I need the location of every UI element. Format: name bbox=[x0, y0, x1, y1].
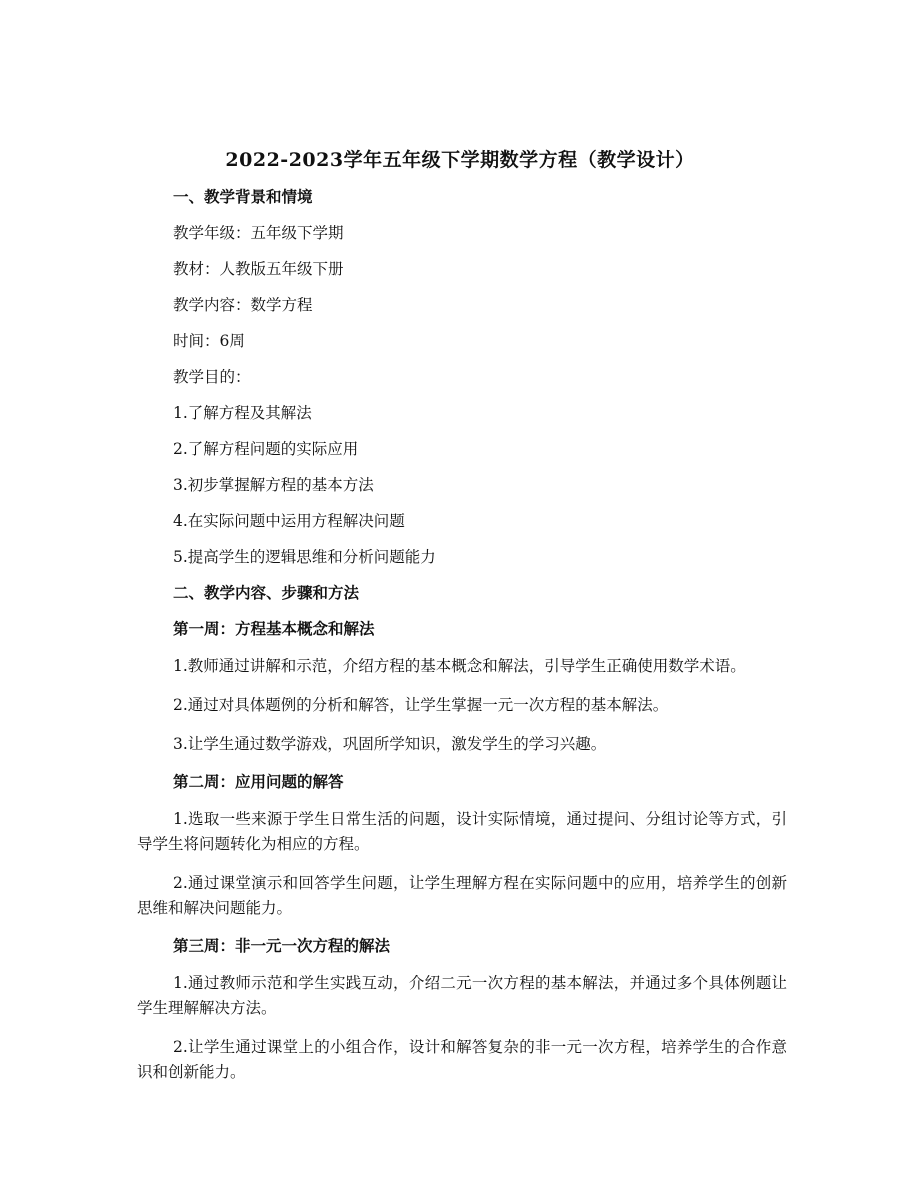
goals-label: 教学目的： bbox=[173, 368, 251, 386]
goal-item: 1.了解方程及其解法 bbox=[173, 404, 312, 422]
time-line: 时间：6周 bbox=[173, 332, 245, 350]
goal-item: 4.在实际问题中运用方程解决问题 bbox=[173, 512, 405, 530]
week2-heading: 第二周：应用问题的解答 bbox=[173, 772, 344, 791]
grade-line: 教学年级：五年级下学期 bbox=[173, 224, 344, 242]
week1-item: 1.教师通过讲解和示范，介绍方程的基本概念和解法，引导学生正确使用数学术语。 bbox=[173, 657, 746, 675]
section1-heading: 一、教学背景和情境 bbox=[173, 187, 313, 206]
section2-heading: 二、教学内容、步骤和方法 bbox=[173, 583, 360, 602]
content-line: 教学内容：数学方程 bbox=[173, 296, 313, 314]
week1-item: 3.让学生通过数学游戏，巩固所学知识，激发学生的学习兴趣。 bbox=[173, 735, 607, 753]
week1-item: 2.通过对具体题例的分析和解答，让学生掌握一元一次方程的基本解法。 bbox=[173, 696, 669, 714]
goal-item: 5.提高学生的逻辑思维和分析问题能力 bbox=[173, 548, 436, 566]
week3-heading: 第三周：非一元一次方程的解法 bbox=[173, 936, 391, 955]
goal-item: 2.了解方程问题的实际应用 bbox=[173, 440, 359, 458]
page-title: 2022-2023学年五年级下学期数学方程（教学设计） bbox=[225, 149, 695, 171]
week3-item: 2.让学生通过课堂上的小组合作，设计和解答复杂的非一元一次方程，培养学生的合作意识和创新能力。 bbox=[137, 1038, 787, 1081]
document-body bbox=[137, 186, 787, 1085]
week3-item: 1.通过教师示范和学生实践互动，介绍二元一次方程的基本解法，并通过多个具体例题让学生理解解决方法。 bbox=[137, 974, 787, 1017]
week2-item: 2.通过课堂演示和回答学生问题，让学生理解方程在实际问题中的应用，培养学生的创新思维和解决问题能力。 bbox=[137, 874, 787, 917]
textbook-line: 教材：人教版五年级下册 bbox=[173, 260, 344, 278]
goal-item: 3.初步掌握解方程的基本方法 bbox=[173, 476, 374, 494]
week1-heading: 第一周：方程基本概念和解法 bbox=[173, 619, 375, 638]
week2-item: 1.选取一些来源于学生日常生活的问题，设计实际情境，通过提问、分组讨论等方式，引导学生将问题转化为相应的方程。 bbox=[137, 810, 787, 853]
